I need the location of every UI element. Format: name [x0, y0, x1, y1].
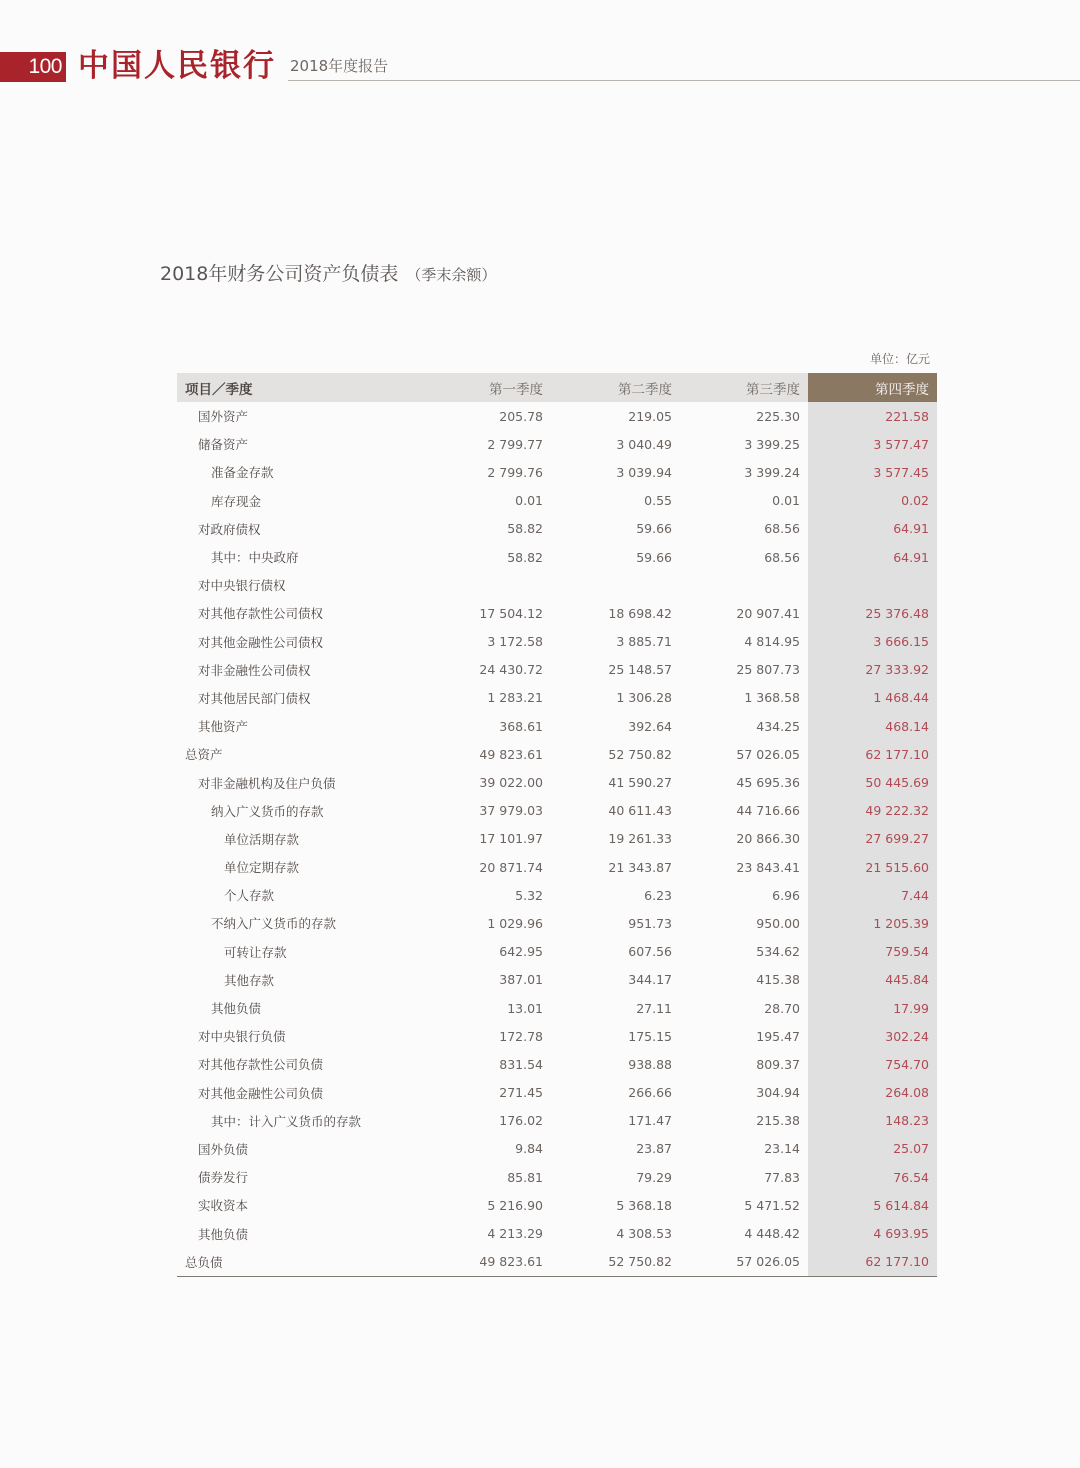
row-label: 不纳入广义货币的存款 — [211, 916, 337, 932]
cell-q1: 20 871.74 — [479, 859, 543, 875]
cell-q4: 445.84 — [808, 966, 937, 994]
cell-q4: 148.23 — [808, 1107, 937, 1135]
table-row — [177, 599, 937, 627]
cell-q1: 368.61 — [499, 718, 543, 734]
cell-q2: 951.73 — [628, 915, 672, 931]
cell-q3: 28.70 — [764, 1000, 800, 1016]
cell-q1: 5 216.90 — [487, 1197, 543, 1213]
balance-sheet-table — [177, 373, 937, 1277]
cell-q4: 27 699.27 — [808, 825, 937, 853]
cell-q1: 58.82 — [507, 521, 543, 537]
cell-q3: 809.37 — [756, 1056, 800, 1072]
row-label: 对其他金融性公司负债 — [198, 1085, 324, 1101]
cell-q4: 3 577.47 — [808, 430, 937, 458]
cell-q1: 271.45 — [499, 1085, 543, 1101]
cell-q4: 17.99 — [808, 994, 937, 1022]
row-label: 个人存款 — [224, 888, 275, 904]
cell-q4: 1 205.39 — [808, 909, 937, 937]
row-label: 储备资产 — [198, 437, 249, 453]
cell-q2: 392.64 — [628, 718, 672, 734]
table-body — [177, 402, 937, 1276]
table-row — [177, 1107, 937, 1135]
table-row — [177, 1248, 937, 1277]
cell-q3: 44 716.66 — [736, 803, 800, 819]
cell-q3: 20 907.41 — [736, 605, 800, 621]
cell-q3: 434.25 — [756, 718, 800, 734]
cell-q4: 76.54 — [808, 1163, 937, 1191]
cell-q1: 49 823.61 — [423, 1248, 551, 1277]
cell-q2: 266.66 — [628, 1085, 672, 1101]
cell-q2: 25 148.57 — [608, 662, 672, 678]
cell-q2: 52 750.82 — [608, 746, 672, 762]
table-row — [177, 1191, 937, 1219]
cell-q1: 176.02 — [499, 1113, 543, 1129]
cell-q1: 2 799.77 — [487, 436, 543, 452]
row-label: 其他负债 — [211, 1001, 262, 1017]
cell-q2: 18 698.42 — [608, 605, 672, 621]
row-label: 总资产 — [185, 747, 223, 763]
row-label: 其他资产 — [198, 719, 249, 735]
table-row — [177, 1163, 937, 1191]
cell-q2: 3 040.49 — [616, 436, 672, 452]
cell-q1: 4 213.29 — [487, 1226, 543, 1242]
cell-q3: 77.83 — [764, 1169, 800, 1185]
table-row — [177, 712, 937, 740]
cell-q2: 1 306.28 — [616, 690, 672, 706]
table-row — [177, 458, 937, 486]
header-divider — [288, 80, 1080, 81]
cell-q3: 25 807.73 — [736, 662, 800, 678]
cell-q2: 4 308.53 — [616, 1226, 672, 1242]
row-label: 其他存款 — [224, 972, 275, 988]
column-header-q4: 第四季度 — [808, 373, 937, 402]
column-header-q3: 第三季度 — [680, 373, 808, 402]
cell-q2: 19 261.33 — [608, 831, 672, 847]
cell-q3: 57 026.05 — [680, 1248, 808, 1277]
cell-q4: 64.91 — [808, 543, 937, 571]
cell-q1: 58.82 — [507, 549, 543, 565]
cell-q1: 9.84 — [515, 1141, 543, 1157]
cell-q1: 49 823.61 — [479, 746, 543, 762]
cell-q2: 40 611.43 — [608, 803, 672, 819]
cell-q2: 3 039.94 — [616, 464, 672, 480]
cell-q3: 0.01 — [772, 493, 800, 509]
cell-q1: 2 799.76 — [487, 464, 543, 480]
table-row — [177, 938, 937, 966]
cell-q1: 387.01 — [499, 972, 543, 988]
report-title: 2018年度报告 — [290, 57, 389, 75]
column-header-q2: 第二季度 — [551, 373, 680, 402]
cell-q3: 4 814.95 — [744, 634, 800, 650]
cell-q3: 195.47 — [756, 1028, 800, 1044]
cell-q2: 6.23 — [644, 887, 672, 903]
row-label: 对非金融机构及住户负债 — [198, 775, 336, 791]
cell-q4: 468.14 — [808, 712, 937, 740]
cell-q1: 13.01 — [507, 1000, 543, 1016]
table-row — [177, 402, 937, 430]
cell-q1: 39 022.00 — [479, 775, 543, 791]
cell-q2: 23.87 — [636, 1141, 672, 1157]
table-row — [177, 543, 937, 571]
table-row — [177, 966, 937, 994]
cell-q1: 172.78 — [499, 1028, 543, 1044]
cell-q3: 415.38 — [756, 972, 800, 988]
row-label: 国外资产 — [198, 409, 249, 425]
cell-q4: 50 445.69 — [808, 768, 937, 796]
cell-q4: 5 614.84 — [808, 1191, 937, 1219]
cell-q3: 225.30 — [756, 408, 800, 424]
row-label: 对中央银行负债 — [198, 1029, 286, 1045]
cell-q2: 21 343.87 — [608, 859, 672, 875]
table-row — [177, 881, 937, 909]
cell-q4: 221.58 — [808, 402, 937, 430]
cell-q3: 304.94 — [756, 1085, 800, 1101]
cell-q1: 17 101.97 — [479, 831, 543, 847]
cell-q2: 5 368.18 — [616, 1197, 672, 1213]
cell-q4 — [808, 571, 937, 599]
table-row — [177, 656, 937, 684]
cell-q3: 950.00 — [756, 915, 800, 931]
row-label: 其中：计入广义货币的存款 — [211, 1113, 362, 1129]
cell-q3 — [680, 571, 808, 599]
cell-q1: 17 504.12 — [479, 605, 543, 621]
bank-name-logo: 中国人民银行 — [78, 48, 276, 84]
cell-q4: 264.08 — [808, 1079, 937, 1107]
cell-q2: 938.88 — [628, 1056, 672, 1072]
row-label: 对非金融性公司债权 — [198, 662, 311, 678]
cell-q4: 302.24 — [808, 1022, 937, 1050]
cell-q3: 6.96 — [772, 887, 800, 903]
row-label: 对其他存款性公司债权 — [198, 606, 324, 622]
cell-q2: 59.66 — [636, 549, 672, 565]
cell-q4: 3 666.15 — [808, 628, 937, 656]
column-header-item: 项目／季度 — [177, 373, 423, 402]
cell-q4: 49 222.32 — [808, 797, 937, 825]
cell-q4: 0.02 — [808, 487, 937, 515]
cell-q3: 5 471.52 — [744, 1197, 800, 1213]
row-label: 对其他居民部门债权 — [198, 690, 311, 706]
cell-q1 — [423, 571, 551, 599]
cell-q3: 23.14 — [764, 1141, 800, 1157]
cell-q3: 20 866.30 — [736, 831, 800, 847]
row-label: 对中央银行债权 — [198, 578, 286, 594]
table-row — [177, 1135, 937, 1163]
cell-q1: 24 430.72 — [479, 662, 543, 678]
table-row — [177, 1022, 937, 1050]
cell-q1: 5.32 — [515, 887, 543, 903]
row-label: 单位活期存款 — [224, 831, 300, 847]
table-title-main: 2018年财务公司资产负债表 — [160, 263, 399, 285]
cell-q3: 68.56 — [764, 521, 800, 537]
cell-q1: 0.01 — [515, 493, 543, 509]
table-row — [177, 768, 937, 796]
row-label: 库存现金 — [211, 493, 262, 509]
cell-q3: 45 695.36 — [736, 775, 800, 791]
cell-q3: 23 843.41 — [736, 859, 800, 875]
table-row — [177, 994, 937, 1022]
table-row — [177, 797, 937, 825]
cell-q3: 1 368.58 — [744, 690, 800, 706]
cell-q2: 171.47 — [628, 1113, 672, 1129]
cell-q4: 62 177.10 — [808, 1248, 937, 1277]
cell-q2 — [551, 571, 680, 599]
row-label: 对其他存款性公司负债 — [198, 1057, 324, 1073]
table-row — [177, 628, 937, 656]
row-label: 纳入广义货币的存款 — [211, 803, 324, 819]
row-label: 准备金存款 — [211, 465, 274, 481]
cell-q3: 534.62 — [756, 944, 800, 960]
table-title — [160, 262, 496, 287]
cell-q2: 41 590.27 — [608, 775, 672, 791]
cell-q4: 754.70 — [808, 1050, 937, 1078]
cell-q1: 37 979.03 — [479, 803, 543, 819]
cell-q1: 831.54 — [499, 1056, 543, 1072]
cell-q1: 1 029.96 — [487, 915, 543, 931]
cell-q4: 25.07 — [808, 1135, 937, 1163]
table-row — [177, 571, 937, 599]
cell-q3: 3 399.25 — [744, 436, 800, 452]
cell-q4: 3 577.45 — [808, 458, 937, 486]
row-label: 实收资本 — [198, 1198, 249, 1214]
cell-q3: 68.56 — [764, 549, 800, 565]
cell-q1: 85.81 — [507, 1169, 543, 1185]
cell-q4: 62 177.10 — [808, 740, 937, 768]
cell-q4: 759.54 — [808, 938, 937, 966]
cell-q4: 4 693.95 — [808, 1219, 937, 1247]
row-label: 其中：中央政府 — [211, 550, 299, 566]
row-label: 可转让存款 — [224, 944, 287, 960]
cell-q2: 607.56 — [628, 944, 672, 960]
page-number: 100 — [0, 52, 66, 82]
table-row — [177, 487, 937, 515]
cell-q4: 64.91 — [808, 515, 937, 543]
table-title-subtitle: （季末余额） — [406, 266, 497, 284]
table-row — [177, 825, 937, 853]
column-header-q1: 第一季度 — [423, 373, 551, 402]
cell-q4: 1 468.44 — [808, 684, 937, 712]
cell-q4: 21 515.60 — [808, 853, 937, 881]
table-row — [177, 1219, 937, 1247]
row-label: 对政府债权 — [198, 521, 261, 537]
cell-q3: 215.38 — [756, 1113, 800, 1129]
cell-q1: 642.95 — [499, 944, 543, 960]
cell-q2: 219.05 — [628, 408, 672, 424]
cell-q4: 7.44 — [808, 881, 937, 909]
table-header-row — [177, 373, 937, 402]
cell-q2: 79.29 — [636, 1169, 672, 1185]
row-label: 债券发行 — [198, 1170, 249, 1186]
row-label: 总负债 — [177, 1248, 423, 1277]
cell-q2: 52 750.82 — [551, 1248, 680, 1277]
cell-q1: 205.78 — [499, 408, 543, 424]
cell-q3: 3 399.24 — [744, 464, 800, 480]
cell-q2: 27.11 — [636, 1000, 672, 1016]
cell-q2: 175.15 — [628, 1028, 672, 1044]
table-row — [177, 853, 937, 881]
cell-q2: 59.66 — [636, 521, 672, 537]
cell-q2: 344.17 — [628, 972, 672, 988]
cell-q2: 0.55 — [644, 493, 672, 509]
table-row — [177, 1079, 937, 1107]
table-row — [177, 1050, 937, 1078]
table-row — [177, 740, 937, 768]
cell-q4: 27 333.92 — [808, 656, 937, 684]
cell-q2: 3 885.71 — [616, 634, 672, 650]
table-row — [177, 909, 937, 937]
row-label: 单位定期存款 — [224, 860, 300, 876]
cell-q3: 4 448.42 — [744, 1226, 800, 1242]
unit-label: 单位：亿元 — [869, 352, 930, 366]
cell-q4: 25 376.48 — [808, 599, 937, 627]
cell-q1: 1 283.21 — [487, 690, 543, 706]
row-label: 国外负债 — [198, 1141, 249, 1157]
table-row — [177, 430, 937, 458]
cell-q1: 3 172.58 — [487, 634, 543, 650]
table-row — [177, 684, 937, 712]
row-label: 其他负债 — [198, 1226, 249, 1242]
table-row — [177, 515, 937, 543]
row-label: 对其他金融性公司债权 — [198, 634, 324, 650]
cell-q3: 57 026.05 — [736, 746, 800, 762]
